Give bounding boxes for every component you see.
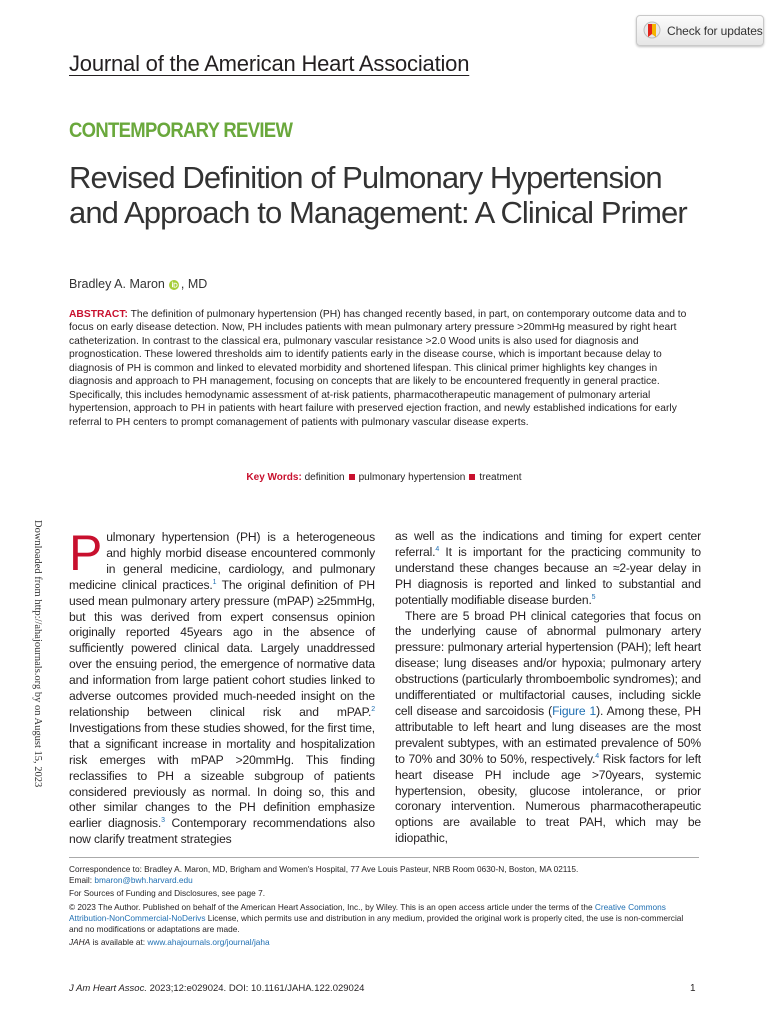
availability-note xyxy=(69,937,699,948)
reference-link[interactable]: 5 xyxy=(591,593,596,601)
figure-link[interactable]: Figure 1 xyxy=(552,703,597,718)
download-notice: Downloaded from http://ahajournals.org by on August 15, 2023 xyxy=(32,520,43,788)
orcid-icon[interactable] xyxy=(169,279,179,289)
reference-link[interactable]: 1 xyxy=(212,578,217,586)
body-column-right xyxy=(395,529,701,847)
email-link[interactable]: bmaron@bwh.harvard.edu xyxy=(94,875,193,886)
author-name[interactable]: Bradley A. Maron xyxy=(69,277,165,291)
citation-footer xyxy=(69,983,364,994)
correspondence-text: Correspondence to: Bradley A. Maron, MD, Brigham and Women's Hospital, 77 Ave Louis Pasteur, NRB Room 0630-N, Boston, MA 02115. xyxy=(69,864,579,874)
author-degree: , MD xyxy=(180,277,208,291)
availability-text: is available at: xyxy=(90,937,148,948)
body-text: Risk factors for left heart disease PH include age >70years, systemic hypertension, obesity, glucose intolerance, or prior coronary intervention. Numerous pharmacotherapeutic options are available to treat PAH, which may be idiopathic, xyxy=(395,751,701,846)
jaha-url-link[interactable]: www.ahajournals.org/journal/jaha xyxy=(147,937,270,948)
body-text: as well as the indications and timing for expert center referral. xyxy=(395,529,701,559)
body-text: It is important for the practicing community to understand these changes because an ≈2-year delay in PH diagnosis is reported and linked to substantial and potentially modifiable disease burden. xyxy=(395,544,701,607)
jaha-name: JAHA xyxy=(69,937,91,948)
check-for-updates-label: Check for updates xyxy=(667,23,763,38)
citation-details: 2023;12:e029024. DOI: 10.1161/JAHA.122.029024 xyxy=(146,983,365,994)
abstract-text: The definition of pulmonary hypertension (PH) has changed recently based, in part, on contemporary outcome data and to focus on early disease detection. Now, PH includes patients with mean pulmonary artery pressure >20mmHg measured by right heart catheterization. In contrast to the classical era, pulmonary vascular resistance >2.0 Wood units is also used for diagnosis and prognostication. These lowered thresholds aim to identify patients early in the disease course, which is important because delay to diagnosis of PH is common and linked to elevated morbidity and shortened lifespan. This clinical primer highlights key changes in diagnosis and approach to PH management, focusing on concepts that are likely to be encountered frequently in general practice. Specifically, this includes hemodynamic assessment of at-risk patients, pharmacotherapeutic management of pulmonary arterial hypertension, approach to PH in patients with heart failure with preserved ejection fraction, and newly established indications for early referral to PH centers to prompt comanagement of patients with pulmonary vascular disease experts. xyxy=(69,309,687,428)
body-paragraph xyxy=(395,609,701,848)
correspondence-note xyxy=(69,864,699,886)
body-paragraph xyxy=(69,525,375,848)
footnotes xyxy=(69,857,699,950)
body-text: ulmonary hypertension (PH) is a heterogeneous and highly morbid disease encountered commonly in general medicine, cardiology, and pulmonary medicine clinical practices. xyxy=(69,530,375,592)
reference-link[interactable]: 2 xyxy=(371,705,375,713)
keyword-separator xyxy=(349,474,355,480)
article-title: Revised Definition of Pulmonary Hypertension and Approach to Management: A Clinical Primer xyxy=(69,160,687,230)
license-link[interactable]: Creative Commons Attribution-NonCommercial-NoDerivs xyxy=(69,901,666,923)
body-paragraph xyxy=(395,529,701,609)
copyright-note xyxy=(69,902,699,936)
funding-note: For Sources of Funding and Disclosures, see page 7. xyxy=(69,888,266,899)
keywords-label: Key Words: xyxy=(246,472,302,483)
abstract xyxy=(69,308,699,429)
body-text: Contemporary recommendations also now clarify treatment strategies xyxy=(69,816,375,847)
copyright-text: License, which permits use and distribution in any medium, provided the original work is properly cited, the use is non-commercial and no modifications or adaptations are made. xyxy=(69,912,684,935)
check-for-updates-button[interactable] xyxy=(636,15,764,46)
abstract-label: ABSTRACT: xyxy=(69,309,128,320)
copyright-text: © 2023 The Author. Published on behalf of the American Heart Association, Inc., by Wiley. This is an open access article under the terms of the xyxy=(69,901,595,912)
email-label: Email: xyxy=(69,875,95,886)
author-line xyxy=(69,277,207,291)
body-text: The original definition of PH used mean pulmonary artery pressure (mPAP) ≥25mmHg, but this was derived from expert consensus opinion originally reported 45years ago in the absence of sufficiently powered clinical data. Largely unaddressed over the ensuing period, the emergence of normative data and information from large patient cohort studies linked to adverse outcomes provided much-needed insight on the relationship between clinical risk and mPAP. xyxy=(69,577,375,719)
reference-link[interactable]: 4 xyxy=(595,752,599,760)
keyword-item: pulmonary hypertension xyxy=(358,472,466,483)
keywords xyxy=(0,472,768,483)
citation-journal: J Am Heart Assoc. xyxy=(69,983,147,994)
body-text: ). Among these, PH attributable to left heart and lung diseases are the most prevalent subtypes, with an estimated prevalence of 50% to 70% and 30% to 50%, respectively. xyxy=(395,703,701,766)
keyword-item: definition xyxy=(304,472,345,483)
journal-name[interactable]: Journal of the American Heart Association xyxy=(69,51,470,76)
keyword-separator xyxy=(469,474,475,480)
reference-link[interactable]: 4 xyxy=(435,545,440,553)
body-text: Investigations from these studies showed, for the first time, that a significant increase in mortality and hospitalization risk emerges with mPAP >20mmHg. This finding reclassifies to PH a sizeable subgroup of patients considered previously as normal. In doing so, this and other similar changes to the PH definition emphasize earlier diagnosis. xyxy=(69,720,375,831)
drop-cap: P xyxy=(69,525,103,581)
body-column-left xyxy=(69,525,375,848)
bookmark-icon xyxy=(643,21,661,41)
article-category: CONTEMPORARY REVIEW xyxy=(69,118,293,142)
reference-link[interactable]: 3 xyxy=(161,817,165,825)
body-text: There are 5 broad PH clinical categories that focus on the underlying cause of abnormal pulmonary artery pressure: pulmonary arterial hypertension (PAH); left heart disease; lung diseases and/or hypoxia; pulmonary artery obstructions (particularly thromboembolic syndromes); and undifferentiated or multifactorial causes, including sickle cell disease and sarcoidosis ( xyxy=(395,608,701,718)
page-number: 1 xyxy=(690,983,696,994)
keyword-item: treatment xyxy=(479,472,522,483)
